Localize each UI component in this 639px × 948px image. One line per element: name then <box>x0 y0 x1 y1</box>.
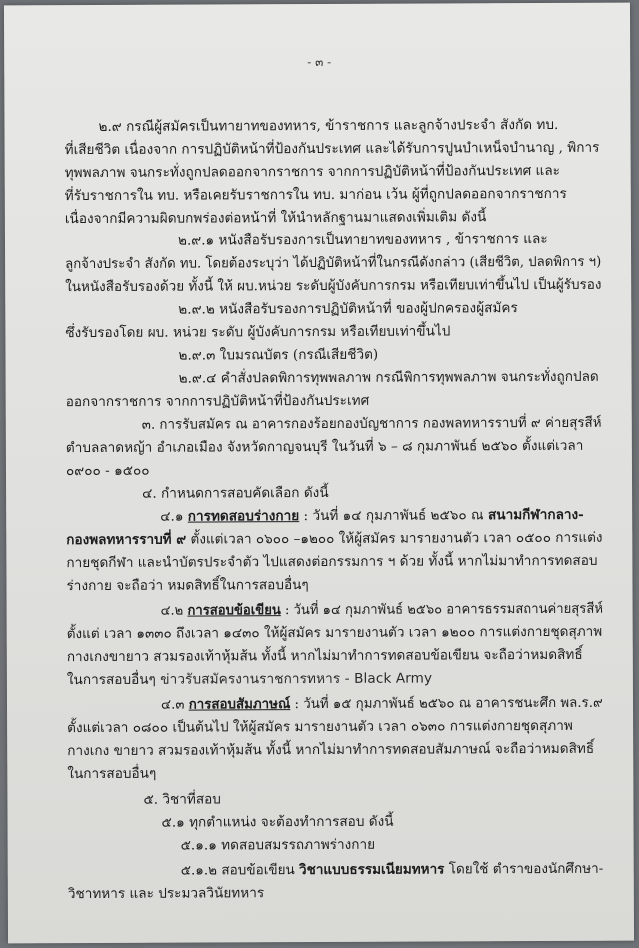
para-5-1-2-subject: วิชาแบบธรรมเนียมทหาร <box>299 861 445 879</box>
para-5-1-line-1: ๕.๑ ทุกตำแหน่ง จะต้องทำการสอบ ดังนี้ <box>161 813 394 831</box>
document-page <box>4 3 634 944</box>
para-4-1-venue: สนามกีฬากลาง- <box>487 506 584 524</box>
para-4-1-line-2 <box>66 528 602 550</box>
para-5-1-2-line-1 <box>181 859 604 881</box>
para-4-2-date: : วันที่ ๑๔ กุมภาพันธ์ ๒๕๖๐ อาคารธรรมสถานค่ายสุรสีห์ <box>280 600 603 619</box>
para-4-2-line-3: กางเกงขายาว สวมรองเท้าหุ้มส้น ทั้งนี้ หากไม่มาทำการทดสอบข้อเขียน จะถือว่าหมดสิทธิ์ <box>66 646 583 666</box>
para-4-3-heading: การสอบสัมภาษณ์ <box>188 696 291 713</box>
para-4-1-date: : วันที่ ๑๔ กุมภาพันธ์ ๒๕๖๐ ณ <box>299 507 489 525</box>
para-4-2-line-1 <box>161 599 603 621</box>
watermark-text: ข่าวรับสมัครงานราชการทหาร - Black Army <box>160 670 433 688</box>
para-4-1-line-4: ร่างกาย จะถือว่า หมดสิทธิ์ในการสอบอื่นๆ <box>66 577 309 595</box>
para-4-3-date: : วันที่ ๑๕ กุมภาพันธ์ ๒๕๖๐ ณ อาคารชนะศึก พล.ร.๙ <box>290 694 603 713</box>
para-4-1-line-1 <box>160 505 584 527</box>
para-2-9-line-1: ๒.๙ กรณีผู้สมัครเป็นทายาทของทหาร, ข้าราชการ และลูกจ้างประจำ สังกัด ทบ. <box>98 116 559 135</box>
page-number: - ๓ - <box>307 54 332 70</box>
para-4-3-number: ๔.๓ <box>160 696 185 713</box>
para-4-3-line-2: ตั้งแต่เวลา ๐๘๐๐ เป็นต้นไป ให้ผู้สมัคร มารายงานตัว เวลา ๐๖๓๐ การแต่งกายชุดสุภาพ <box>67 717 573 737</box>
para-4-1-number: ๔.๑ <box>160 508 184 525</box>
para-5-1-2-post: โดยใช้ ตำราของนักศึกษา- <box>444 860 604 878</box>
para-4-2-line-4 <box>67 669 432 691</box>
para-2-9-line-2: ที่เสียชีวิต เนื่องจาก การปฏิบัติหน้าที่ป้องกันประเทศ และได้รับการปูนบำเหน็จบำนาญ , พิการ <box>64 139 600 159</box>
para-4-1-line-3: กายชุดกีฬา และนำบัตรประจำตัว ไปแสดงต่อกรรมการ ฯ ด้วย ทั้งนี้ หากไม่มาทำการทดสอบ <box>66 552 598 572</box>
para-2-9-line-5: เนื่องจากมีความผิดบกพร่องต่อหน้าที่ ให้นำหลักฐานมาแสดงเพิ่มเติม ดังนี้ <box>64 209 487 228</box>
para-2-9-line-3: ทุพพลภาพ จนกระทั่งถูกปลดออกจากราชการ จากการปฏิบัติหน้าที่ป้องกันประเทศ และ <box>64 162 560 182</box>
para-5-heading: ๕. วิชาที่สอบ <box>143 791 221 808</box>
para-4-2-heading: การสอบข้อเขียน <box>187 602 281 619</box>
para-3-line-1: ๓. การรับสมัคร ณ อาคารกองร้อยกองบัญชาการ กองพลทหารราบที่ ๙ ค่ายสุรสีห์ <box>141 414 602 433</box>
para-4-2-line-2: ตั้งแต่ เวลา ๑๓๓๐ ถึงเวลา ๑๔๓๐ ให้ผู้สมัคร มารายงานตัว เวลา ๑๒๐๐ การแต่งกายชุดสุภาพ <box>66 623 603 643</box>
para-3-line-3: ๐๙๐๐ - ๑๕๐๐ <box>65 462 150 480</box>
para-2-9-4-line-1: ๒.๙.๔ คำสั่งปลดพิการทุพพลภาพ กรณีพิการทุพพลภาพ จนกระทั่งถูกปลด <box>178 368 599 387</box>
para-4-heading: ๔. กำหนดการสอบคัดเลือก ดังนี้ <box>142 484 329 502</box>
para-5-1-2-line-2: วิชาทหาร และ ประมวลวินัยทหาร <box>67 885 265 903</box>
para-2-9-line-4: ที่รับราชการใน ทบ. หรือเคยรับราชการใน ทบ. มาก่อน เว้น ผู้ที่ถูกปลดออกจากราชการ <box>64 185 567 205</box>
para-4-1-heading: การทดสอบร่างกาย <box>187 508 300 525</box>
para-4-3-line-4: ในการสอบอื่นๆ <box>67 765 157 783</box>
para-4-2-line-4-text: ในการสอบอื่นๆ <box>66 671 156 689</box>
para-2-9-1-line-1: ๒.๙.๑ หนังสือรับรองการเป็นทายาทของทหาร , ข้าราชการ และ <box>177 231 548 249</box>
para-4-1-time: ตั้งแต่เวลา ๐๖๐๐ –๑๒๐๐ ให้ผู้สมัคร มารายงานตัว เวลา ๐๕๐๐ การแต่ง <box>186 529 603 548</box>
para-2-9-1-line-2: ลูกจ้างประจำ สังกัด ทบ. โดยต้องระบุว่า ได้ปฏิบัติหน้าที่ในกรณีดังกล่าว (เสียชีวิต, ปลดพิการ ฯ) <box>65 253 602 273</box>
para-2-9-2-line-1: ๒.๙.๒ หนังสือรับรองการปฏิบัติหน้าที่ ของผู้ปกครองผู้สมัคร <box>178 300 518 318</box>
para-5-1-1-line-1: ๕.๑.๑ ทดสอบสมรรถภาพร่างกาย <box>180 836 376 854</box>
para-2-9-3-line-1: ๒.๙.๓ ใบมรณบัตร (กรณีเสียชีวิต) <box>178 346 379 364</box>
para-5-1-2-pre: ๕.๑.๒ สอบข้อเขียน <box>180 862 300 879</box>
para-3-line-2: ตำบลลาดหญ้า อำเภอเมือง จังหวัดกาญจนบุรี ในวันที่ ๖ – ๘ กุมภาพันธ์ ๒๕๖๐ ตั้งแต่เวลา <box>65 437 584 457</box>
para-2-9-4-line-2: ออกจากราชการ จากการปฏิบัติหน้าที่ป้องกันประเทศ <box>65 392 370 411</box>
para-2-9-2-line-2: ซึ่งรับรองโดย ผบ. หน่วย ระดับ ผู้บังคับการกรม หรือเทียบเท่าขึ้นไป <box>65 323 451 342</box>
para-2-9-1-line-3: ในหนังสือรับรองด้วย ทั้งนี้ ให้ ผบ.หน่วย ระดับผู้บังคับการกรม หรือเทียบเท่าขึ้นไป เป็นผู้รับรอง <box>65 276 602 296</box>
para-4-3-line-3: กางเกง ขายาว สวมรองเท้าหุ้มส้น ทั้งนี้ หากไม่มาทำการทดสอบสัมภาษณ์ จะถือว่าหมดสิทธิ์ <box>67 740 595 760</box>
para-4-3-line-1 <box>161 693 603 715</box>
para-4-2-number: ๔.๒ <box>160 602 184 619</box>
para-4-1-venue-cont: กองพลทหารราบที่ ๙ <box>66 531 187 549</box>
